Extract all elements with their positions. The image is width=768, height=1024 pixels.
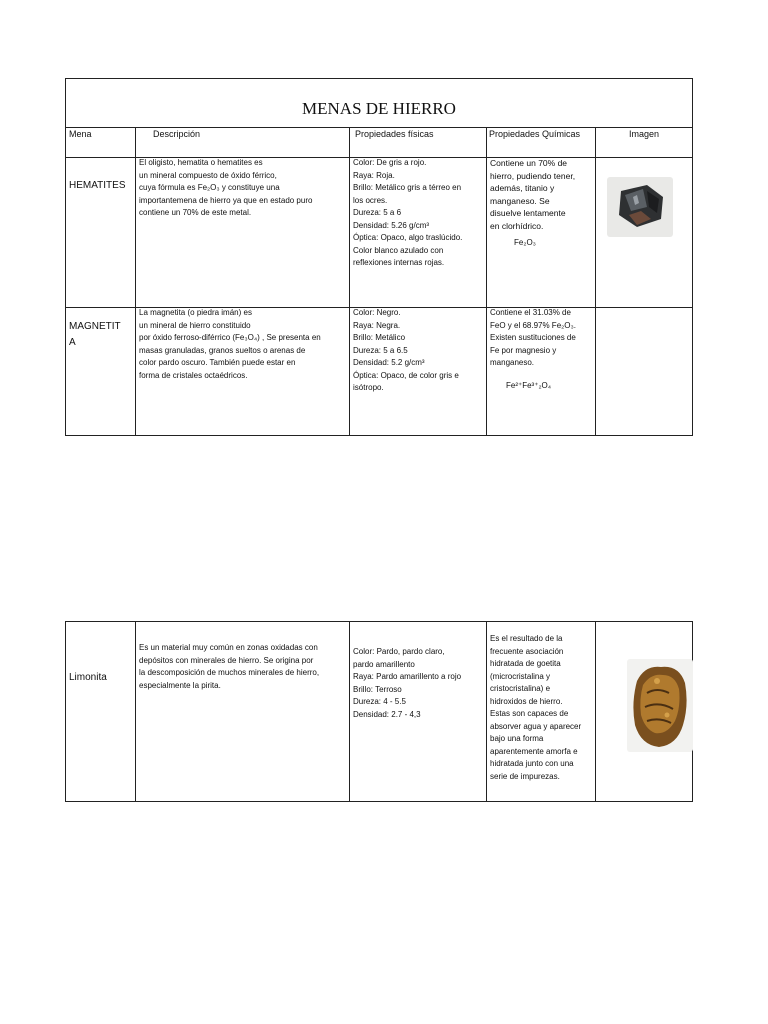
divider: [595, 622, 596, 801]
divider: [486, 622, 487, 801]
header-descripcion: Descripción: [153, 129, 201, 139]
description-text: Es un material muy común en zonas oxidadas con depósitos con minerales de hierro. Se origina por la descomposición de muchos minerales de hierro, especialmente la pirita.: [139, 643, 320, 690]
physical-properties-text: Color: Negro. Raya: Negra. Brillo: Metálico Dureza: 5 a 6.5 Densidad: 5.2 g/cm³ Óptica: Opaco, de color gris e isótropo.: [353, 308, 459, 392]
chemical-formula: Fe₂O₃: [514, 238, 536, 247]
header-mena: Mena: [69, 129, 92, 139]
description-text: El oligisto, hematita o hematites es un mineral compuesto de óxido férrico, cuya fórmula es Fe₂O₃ y constituye una importantemena de hierro ya que en estado puro contiene un 70% de este metal.: [139, 158, 313, 217]
mena-name: MAGNETIT A: [69, 321, 121, 348]
divider: [349, 622, 350, 801]
divider: [135, 127, 136, 435]
table-title: MENAS DE HIERRO: [302, 99, 456, 118]
limonite-mineral-image: [627, 659, 693, 752]
chemical-properties-text: Es el resultado de la frecuente asociación hidratada de goetita (microcristalina y cristocristalina) e hidroxidos de hierro. Estas son capaces de absorver agua y aparecer bajo una forma aparentemente amorfa e hidratada junto con una serie de impurezas.: [490, 634, 582, 781]
mena-name: HEMATITES: [69, 180, 126, 191]
mena-name: Limonita: [69, 672, 107, 683]
divider: [349, 127, 350, 435]
chemical-formula: Fe²⁺Fe³⁺₂O₄: [506, 381, 552, 390]
ore-table: [65, 78, 693, 436]
header-imagen: Imagen: [629, 129, 660, 139]
divider: [486, 127, 487, 435]
chemical-properties-text: Contiene un 70% de hierro, pudiendo tener, además, titanio y manganeso. Se disuelve lentamente en clorhídrico.: [490, 158, 576, 231]
hematite-mineral-image: [607, 177, 673, 237]
header-fisicas: Propiedades físicas: [355, 129, 434, 139]
physical-properties-text: Color: Pardo, pardo claro, pardo amarillento Raya: Pardo amarillento a rojo Brillo: Terroso Dureza: 4 - 5.5 Densidad: 2.7 - 4,3: [353, 647, 462, 719]
description-text: La magnetita (o piedra imán) es un mineral de hierro constituido por óxido ferroso-diférrico (Fe₃O₄) , Se presenta en masas granuladas, granos sueltos o arenas de color pardo oscuro. También puede estar en forma de cristales octaédricos.: [139, 308, 321, 380]
divider: [66, 127, 692, 128]
chemical-properties-text: Contiene el 31.03% de FeO y el 68.97% Fe₂O₃. Existen sustituciones de Fe por magnesio y manganeso.: [490, 308, 576, 367]
physical-properties-text: Color: De gris a rojo. Raya: Roja. Brillo: Metálico gris a térreo en los ocres. Dureza: 5 a 6 Densidad: 5.26 g/cm³ Óptica: Opaco, algo traslúcido. Color blanco azulado con reflexiones internas rojas.: [353, 158, 463, 267]
ore-table: [65, 621, 693, 802]
divider: [595, 127, 596, 435]
header-quimicas: Propiedades Químicas: [489, 129, 581, 139]
divider: [135, 622, 136, 801]
